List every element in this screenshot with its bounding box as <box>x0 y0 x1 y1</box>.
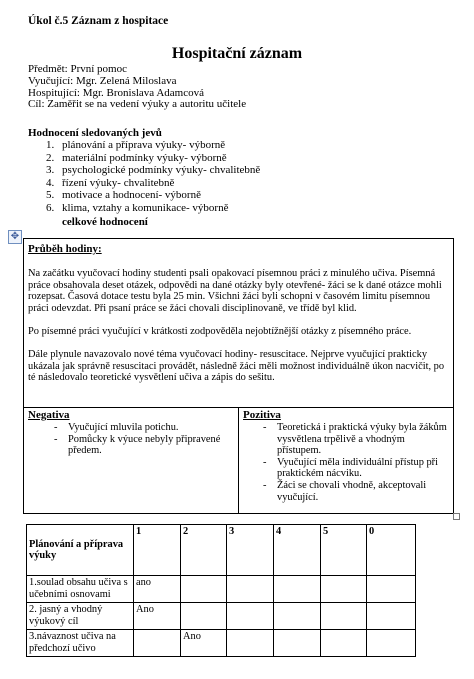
negatives-title: Negativa <box>28 409 70 421</box>
info-teacher: Vyučující: Mgr. Zelená Miloslava <box>28 74 177 87</box>
positive-item: - Žáci se chovali vhodně, akceptovali vyučující. <box>259 480 449 503</box>
course-paragraph: Na začátku vyučovací hodiny studenti psali opakovací písemnou práci z minulého učiva. Písemná práce obsahovala deset otázek, odpovědi na dané otázky byly otevřené- žáci se k dané otázce mohli rozepsat. Časová dotace testu byla 25 min. Všichni žáci byli schopni v časovém limitu písemnou práci odevzdat. Při psaní práce se žáci chovali disciplinovaně, ve třídě byl klid. <box>28 268 442 314</box>
table-row <box>27 630 416 657</box>
grade-cell <box>321 576 367 603</box>
grade-cell <box>367 630 416 657</box>
task-title: Úkol č.5 Záznam z hospitace <box>28 15 169 27</box>
positives-cell <box>239 408 453 514</box>
grade-column-header: 5 <box>321 525 367 576</box>
grade-criterion: 2. jasný a vhodný výukový cíl <box>27 603 134 630</box>
course-title: Průběh hodiny: <box>28 243 102 255</box>
grade-cell <box>181 603 227 630</box>
grade-cell <box>134 630 181 657</box>
evaluation-item: 3. psychologické podmínky výuky- chvalitebně <box>46 164 261 176</box>
evaluation-item: 5. motivace a hodnocení- výborně <box>46 189 201 201</box>
resize-square-icon[interactable] <box>453 513 460 520</box>
course-table <box>23 238 454 514</box>
grade-criterion: 3.návaznost učiva na předchozí učivo <box>27 630 134 657</box>
grade-header-row <box>27 525 416 576</box>
grade-cell: Ano <box>134 603 181 630</box>
grade-cell <box>181 576 227 603</box>
grade-cell <box>367 603 416 630</box>
positive-item: - Teoretická i praktická výuky byla žákům vysvětlena trpělivě a vhodným přístupem. <box>259 422 449 457</box>
evaluation-item: 1. plánování a příprava výuky- výborně <box>46 139 226 151</box>
grade-cell <box>274 630 321 657</box>
info-block <box>28 64 246 111</box>
info-goal: Cíl: Zaměřit se na vedení výuky a autoritu učitele <box>28 98 247 111</box>
evaluation-total: celkové hodnocení <box>62 216 148 228</box>
negatives-cell <box>24 408 239 514</box>
info-subject: Předmět: První pomoc <box>28 63 127 75</box>
grade-column-header: 1 <box>134 525 181 576</box>
table-row <box>27 576 416 603</box>
evaluation-title: Hodnocení sledovaných jevů <box>28 127 162 139</box>
grade-column-header: 2 <box>181 525 227 576</box>
evaluation-item: 2. materiální podmínky výuky- výborně <box>46 151 227 164</box>
course-paragraph: Dále plynule navazovalo nové téma vyučovací hodiny- resuscitace. Nejprve vyučující prakticky ukázala jak správně resuscitaci provádět, následně žáci měli možnost individuálně úkon nacvičit, po té následovalo teoretické vysvětlení učiva a zápis do sešitu. <box>28 349 445 384</box>
grade-column-header: 0 <box>367 525 416 576</box>
grade-cell <box>321 630 367 657</box>
grade-row-header: Plánování a příprava výuky <box>27 525 134 576</box>
negative-item: - Pomůcky k výuce nebyly připravené předem. <box>50 434 232 457</box>
grade-column-header: 3 <box>227 525 274 576</box>
grade-column-header: 4 <box>274 525 321 576</box>
grade-cell: ano <box>134 576 181 603</box>
course-paragraph: Po písemné práci vyučující v krátkosti zodpověděla nejobtížnější otázky z písemného práce. <box>28 325 412 337</box>
grade-table <box>26 524 416 657</box>
table-row <box>27 603 416 630</box>
grade-cell <box>227 630 274 657</box>
grade-criterion: 1.soulad obsahu učiva s učebními osnovami <box>27 576 134 603</box>
positives-title: Pozitiva <box>243 409 281 421</box>
document-heading: Hospitační záznam <box>171 45 303 62</box>
grade-cell <box>227 576 274 603</box>
evaluation-item: 4. řízení výuky- chvalitebně <box>46 176 175 189</box>
evaluation-list <box>46 139 260 214</box>
grade-cell <box>274 576 321 603</box>
move-arrows-icon[interactable]: ✥ <box>8 230 22 244</box>
negatives-list <box>50 422 232 457</box>
grade-cell <box>321 603 367 630</box>
grade-cell <box>274 603 321 630</box>
course-text <box>28 268 452 396</box>
grade-cell <box>367 576 416 603</box>
positive-item: - Vyučující měla individuální přístup při praktickém nácviku. <box>259 457 449 480</box>
info-observer: Hospitující: Mgr. Bronislava Adamcová <box>28 86 204 99</box>
grade-cell <box>227 603 274 630</box>
positives-list <box>259 422 449 503</box>
evaluation-item: 6. klima, vztahy a komunikace- výborně <box>46 201 229 214</box>
negative-item: - Vyučující mluvila potichu. <box>50 422 232 434</box>
negatives-positives-row <box>24 407 453 514</box>
grade-cell: Ano <box>181 630 227 657</box>
